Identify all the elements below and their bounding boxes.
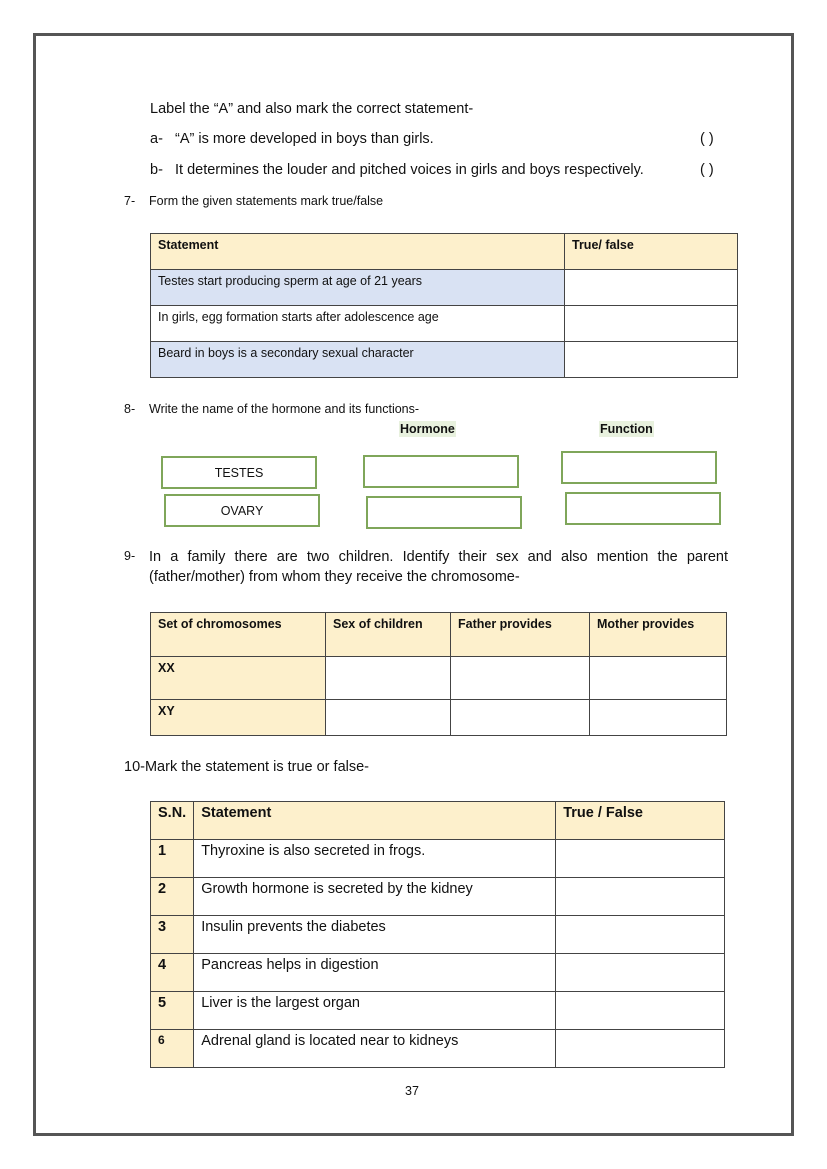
q7-answer-cell[interactable] <box>565 306 738 342</box>
q9-sex-cell[interactable] <box>326 657 451 700</box>
q10-header-sn: S.N. <box>151 802 194 840</box>
table-row <box>151 657 727 700</box>
q9-father-cell[interactable] <box>451 700 590 736</box>
q8-function-input-ovary[interactable] <box>565 492 721 525</box>
q8-organ-testes-label: TESTES <box>214 465 264 480</box>
q10-sn: 1 <box>151 840 194 878</box>
q8-organ-testes <box>161 456 317 489</box>
q9-number: 9- <box>124 549 136 563</box>
q8-organ-ovary-label: OVARY <box>220 503 264 518</box>
q7-number: 7- <box>124 194 136 208</box>
q7-heading <box>124 194 383 208</box>
q7-statement: Beard in boys is a secondary sexual character <box>151 342 565 378</box>
table-row <box>151 878 725 916</box>
q7-header-true-false: True/ false <box>565 234 738 270</box>
table-row <box>151 270 738 306</box>
q8-function-input-testes[interactable] <box>561 451 717 484</box>
q8-hormone-input-ovary[interactable] <box>366 496 522 529</box>
q10-table-header <box>151 802 725 840</box>
q9-set-xx: XX <box>151 657 326 700</box>
q6-option-b-letter: b- <box>150 162 163 178</box>
table-row <box>151 700 727 736</box>
q8-heading <box>124 402 419 416</box>
q10-answer-cell[interactable] <box>556 840 725 878</box>
q9-header-set: Set of chromosomes <box>151 613 326 657</box>
q9-set-xy: XY <box>151 700 326 736</box>
q10-heading <box>124 759 369 775</box>
q9-instruction-line1: In a family there are two children. Identify their sex and also mention the parent <box>149 549 728 565</box>
q10-number: 10- <box>124 759 145 775</box>
q8-hormone-column-label: Hormone <box>400 422 455 436</box>
q10-answer-cell[interactable] <box>556 954 725 992</box>
q10-header-true-false: True / False <box>556 802 725 840</box>
q6-option-b-text: It determines the louder and pitched voices in girls and boys respectively. <box>175 162 644 178</box>
q10-statement: Pancreas helps in digestion <box>194 954 556 992</box>
table-row <box>151 916 725 954</box>
q8-number: 8- <box>124 402 136 416</box>
q6-option-a-answer-box[interactable]: ( ) <box>700 131 714 147</box>
table-row <box>151 306 738 342</box>
table-row <box>151 1030 725 1068</box>
q6-option-b <box>150 162 644 178</box>
table-row <box>151 954 725 992</box>
q7-header-statement: Statement <box>151 234 565 270</box>
q10-sn: 2 <box>151 878 194 916</box>
q10-statement: Adrenal gland is located near to kidneys <box>194 1030 556 1068</box>
q9-mother-cell[interactable] <box>590 700 727 736</box>
q9-instruction-line2: (father/mother) from whom they receive the chromosome- <box>149 569 520 585</box>
table-row <box>151 342 738 378</box>
q9-table <box>150 612 727 736</box>
q6-option-b-answer-box[interactable]: ( ) <box>700 162 714 178</box>
q9-header-father: Father provides <box>451 613 590 657</box>
q10-statement: Growth hormone is secreted by the kidney <box>194 878 556 916</box>
q8-organ-ovary <box>164 494 320 527</box>
table-row <box>151 840 725 878</box>
q9-header-sex: Sex of children <box>326 613 451 657</box>
page-number: 37 <box>405 1084 419 1098</box>
q10-answer-cell[interactable] <box>556 992 725 1030</box>
q10-statement: Thyroxine is also secreted in frogs. <box>194 840 556 878</box>
q10-sn: 6 <box>151 1030 194 1068</box>
q10-sn: 3 <box>151 916 194 954</box>
q9-table-header <box>151 613 727 657</box>
q10-sn: 4 <box>151 954 194 992</box>
q7-table-header <box>151 234 738 270</box>
q8-function-column-label: Function <box>600 422 653 436</box>
q7-table <box>150 233 738 378</box>
q7-statement: Testes start producing sperm at age of 21 years <box>151 270 565 306</box>
q7-statement: In girls, egg formation starts after adolescence age <box>151 306 565 342</box>
q9-father-cell[interactable] <box>451 657 590 700</box>
q10-sn: 5 <box>151 992 194 1030</box>
q10-answer-cell[interactable] <box>556 878 725 916</box>
q10-statement: Liver is the largest organ <box>194 992 556 1030</box>
q6-option-a-text: “A” is more developed in boys than girls. <box>175 131 434 147</box>
q7-answer-cell[interactable] <box>565 270 738 306</box>
q10-answer-cell[interactable] <box>556 916 725 954</box>
q10-answer-cell[interactable] <box>556 1030 725 1068</box>
q9-mother-cell[interactable] <box>590 657 727 700</box>
q8-instruction: Write the name of the hormone and its functions- <box>149 402 420 416</box>
q10-table <box>150 801 725 1068</box>
q7-instruction: Form the given statements mark true/false <box>149 194 384 208</box>
q7-answer-cell[interactable] <box>565 342 738 378</box>
q10-instruction: Mark the statement is true or false- <box>144 759 369 775</box>
q6-instruction: Label the “A” and also mark the correct statement- <box>150 101 474 117</box>
q6-option-a-letter: a- <box>150 131 163 147</box>
q10-header-statement: Statement <box>194 802 556 840</box>
q9-header-mother: Mother provides <box>590 613 727 657</box>
q9-heading <box>124 549 728 585</box>
q8-hormone-input-testes[interactable] <box>363 455 519 488</box>
table-row <box>151 992 725 1030</box>
q9-sex-cell[interactable] <box>326 700 451 736</box>
q10-statement: Insulin prevents the diabetes <box>194 916 556 954</box>
q6-option-a <box>150 131 434 147</box>
